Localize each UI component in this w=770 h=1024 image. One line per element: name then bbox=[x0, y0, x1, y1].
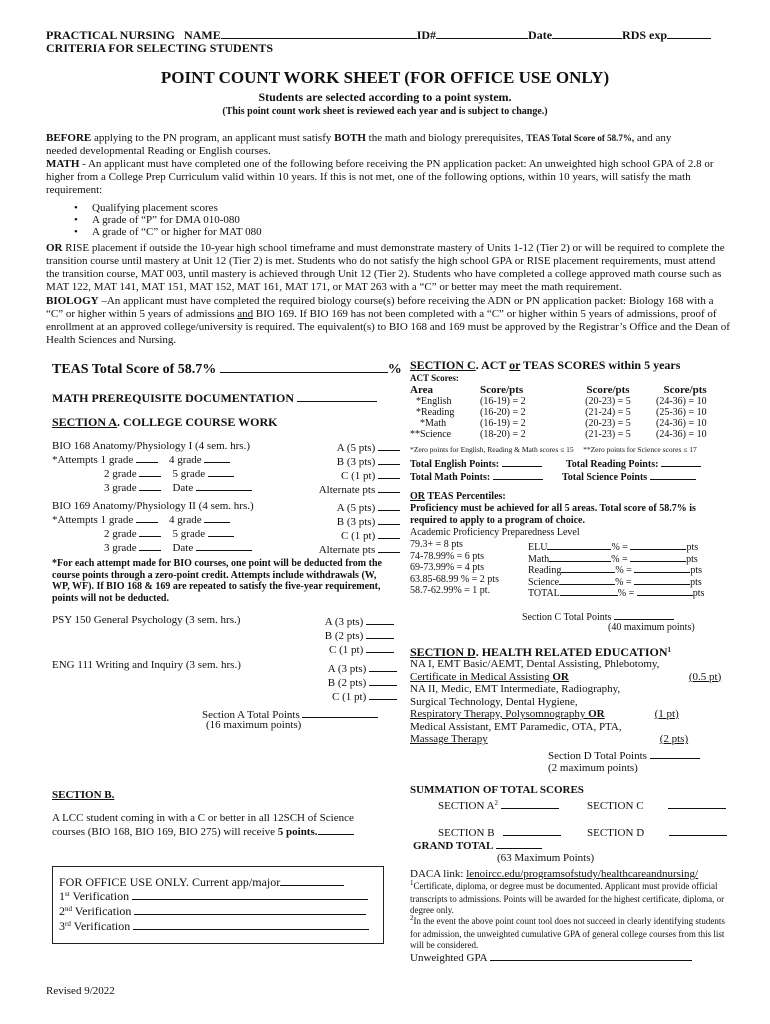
points-field[interactable] bbox=[369, 661, 397, 672]
teas-area: Math bbox=[528, 553, 550, 565]
sum-a-field[interactable] bbox=[501, 798, 559, 809]
grade-field[interactable] bbox=[204, 512, 230, 523]
table-cell: (25-36) = 10 bbox=[656, 407, 707, 418]
daca-link[interactable]: lenoircc.edu/programsofstudy/healthcareandnursing/ bbox=[466, 868, 699, 880]
attempt-label: *Attempts 1 grade bbox=[52, 454, 134, 466]
table-cell: *English bbox=[416, 396, 452, 407]
points-field[interactable] bbox=[366, 642, 394, 653]
teas-area-cell bbox=[528, 585, 704, 600]
unweighted-gpa bbox=[410, 950, 692, 964]
office-use-line bbox=[59, 875, 344, 890]
points-label: C (1 pt) bbox=[332, 691, 367, 703]
points-field[interactable] bbox=[378, 500, 400, 511]
verification-3 bbox=[59, 919, 369, 934]
unweighted-gpa-label: Unweighted GPA bbox=[410, 952, 487, 964]
attempt-label: 4 grade bbox=[169, 514, 202, 526]
psy150-points bbox=[300, 614, 394, 656]
section-d-max: (2 maximum points) bbox=[548, 762, 638, 774]
total-reading-field[interactable] bbox=[661, 456, 701, 467]
name-label: NAME bbox=[184, 28, 221, 42]
teas-range: 58.7-62.99% = 1 pt. bbox=[410, 585, 491, 596]
teas-percentiles-heading bbox=[410, 491, 506, 502]
grade-field[interactable] bbox=[136, 452, 158, 463]
table-cell: (18-20) = 2 bbox=[480, 429, 526, 440]
table-header: Area bbox=[410, 384, 434, 396]
id-label: ID# bbox=[416, 28, 437, 42]
before-text3: and any bbox=[634, 132, 672, 144]
section-d-pts: (0.5 pt) bbox=[688, 670, 722, 683]
table-cell: (16-20) = 2 bbox=[480, 407, 526, 418]
points-field[interactable] bbox=[369, 689, 397, 700]
section-d-line: Medical Assistant, EMT Paramedic, OTA, PTA, bbox=[410, 720, 622, 733]
verification-sup: rd bbox=[65, 920, 71, 928]
total-science-field[interactable] bbox=[650, 469, 696, 480]
rds-label: RDS exp bbox=[622, 28, 668, 42]
date-field[interactable] bbox=[196, 480, 252, 491]
verification-sup: st bbox=[65, 890, 70, 898]
teas-pct-eq: % = bbox=[611, 553, 628, 565]
table-row bbox=[406, 429, 711, 440]
verification-1 bbox=[59, 889, 368, 904]
section-d-sup: 1 bbox=[667, 646, 672, 654]
daca-label: DACA link: bbox=[410, 868, 467, 880]
section-d-line bbox=[410, 733, 728, 746]
points-label: B (2 pts) bbox=[324, 630, 364, 642]
intro-or bbox=[46, 242, 731, 294]
section-c-rest2: TEAS SCORES within 5 years bbox=[520, 358, 681, 372]
attempt-label: *Attempts 1 grade bbox=[52, 514, 134, 526]
summation-heading: SUMMATION OF TOTAL SCORES bbox=[410, 784, 584, 796]
header-line2: CRITERIA FOR SELECTING STUDENTS bbox=[46, 41, 274, 55]
eng111-points bbox=[300, 661, 397, 703]
table-row bbox=[410, 585, 730, 597]
attempt-label: 2 grade bbox=[104, 528, 137, 540]
teas-percent-field[interactable] bbox=[560, 585, 618, 596]
teas-percent-field[interactable] bbox=[561, 562, 615, 573]
section-a-rest: . COLLEGE COURSE WORK bbox=[117, 415, 278, 429]
zero-points-note bbox=[410, 445, 697, 454]
table-cell: (20-23) = 5 bbox=[585, 396, 631, 407]
points-label: A (3 pts) bbox=[327, 663, 367, 675]
footnote-2 bbox=[410, 916, 732, 952]
table-cell: *Reading bbox=[416, 407, 455, 418]
points-field[interactable] bbox=[378, 542, 400, 553]
psy150-title: PSY 150 General Psychology (3 sem. hrs.) bbox=[52, 614, 241, 626]
section-d-list bbox=[410, 658, 728, 746]
points-field[interactable] bbox=[366, 628, 394, 639]
teas-pts-suffix: pts bbox=[690, 576, 702, 588]
grade-field[interactable] bbox=[139, 466, 161, 477]
intro-biology bbox=[46, 295, 731, 347]
section-d-line: Surgical Technology, Dental Hygiene, bbox=[410, 695, 578, 708]
section-c-title: SECTION C bbox=[410, 358, 476, 372]
section-c-rest: . ACT bbox=[475, 358, 510, 372]
daca-line bbox=[410, 868, 698, 880]
bio-text: –An applicant must have completed the required biology course(s) before receiving the ADN or PN application packet: Biology 168 with a “C” or higher within 5 years of admissions bbox=[46, 295, 714, 320]
table-row bbox=[410, 539, 730, 551]
section-b-points: 5 points. bbox=[277, 826, 318, 838]
section-d-text: Certificate in Medical Assisting bbox=[410, 670, 553, 683]
attempt-label: 2 grade bbox=[104, 468, 137, 480]
points-label: A (5 pts) bbox=[336, 442, 376, 454]
total-science-label: Total Science Points bbox=[562, 472, 648, 483]
math-label: MATH bbox=[46, 158, 80, 170]
bio-attempt-note: *For each attempt made for BIO courses, one point will be deducted from the course points through a zero-point credit. Attempts include withdrawals (W, WP, WF). If BIO 168 & 169 are repeated to satisfy the five-year requirement, points will not be deducted. bbox=[52, 558, 382, 604]
total-math-field[interactable] bbox=[493, 469, 543, 480]
teas-pts-suffix: pts bbox=[690, 565, 702, 576]
total-reading bbox=[566, 456, 701, 470]
grade-field[interactable] bbox=[208, 466, 234, 477]
name-field[interactable] bbox=[221, 28, 417, 39]
table-cell: (16-19) = 2 bbox=[480, 418, 526, 429]
teas-suffix: % bbox=[387, 362, 402, 377]
total-math-label: Total Math Points: bbox=[410, 472, 491, 483]
section-b-body: A LCC student coming in with a C or better in all 12SCH of Science courses (BIO 168, BIO 169, BIO 275) will receive bbox=[52, 812, 354, 838]
total-english bbox=[410, 456, 542, 470]
sum-section-a bbox=[438, 798, 559, 812]
teas-area: Reading bbox=[528, 565, 562, 576]
teas-range: 69-73.99% = 4 pts bbox=[410, 562, 484, 573]
verification-2 bbox=[59, 904, 366, 919]
table-row bbox=[406, 396, 711, 407]
or-label: OR bbox=[46, 242, 63, 254]
teas-pct-eq: % = bbox=[611, 542, 628, 553]
sum-d-field[interactable] bbox=[669, 825, 727, 836]
date-label: Date bbox=[172, 542, 194, 554]
sum-section-c bbox=[587, 798, 726, 812]
section-c-total bbox=[522, 609, 674, 623]
section-d-pts: (1 pt) bbox=[654, 708, 679, 720]
teas-percentiles-label: TEAS Percentiles: bbox=[425, 491, 506, 502]
teas-field[interactable] bbox=[220, 360, 388, 373]
math-bullet-list bbox=[46, 202, 646, 238]
points-label: A (5 pts) bbox=[336, 502, 376, 514]
sum-a-sup: 2 bbox=[494, 799, 499, 807]
table-row bbox=[406, 385, 711, 396]
points-field[interactable] bbox=[378, 482, 400, 493]
teas-pct-eq: % = bbox=[615, 576, 632, 588]
math-bullet: • A grade of “P” for DMA 010-080 bbox=[46, 214, 646, 226]
teas-percent-field[interactable] bbox=[547, 539, 611, 550]
table-cell: (20-23) = 5 bbox=[585, 418, 631, 429]
section-d-text: Massage Therapy bbox=[410, 733, 488, 745]
points-field[interactable] bbox=[366, 614, 394, 625]
table-cell: **Science bbox=[410, 429, 452, 440]
section-b-field[interactable] bbox=[318, 824, 354, 835]
teas-pts-field[interactable] bbox=[637, 585, 693, 596]
table-row bbox=[410, 574, 730, 586]
section-d-total bbox=[548, 748, 700, 762]
teas-percent-field[interactable] bbox=[549, 551, 611, 562]
section-c-or: or bbox=[509, 358, 521, 372]
points-field[interactable] bbox=[378, 468, 400, 479]
footnote-text: Certificate, diploma, or degree must be documented. Applicant must provide official transcripts to admissions. Points will be awarded for the highest certificate, diploma, or degree only. bbox=[410, 881, 725, 915]
section-d-or: OR bbox=[552, 670, 569, 683]
math-doc-label: MATH PREREQUISITE DOCUMENTATION bbox=[52, 391, 295, 405]
table-row bbox=[410, 562, 730, 574]
before-both: BOTH bbox=[334, 132, 366, 144]
attempt-label: 4 grade bbox=[169, 454, 202, 466]
bio-label: BIOLOGY bbox=[46, 295, 99, 307]
page-subtitle-note: (This point count work sheet is reviewed each year and is subject to change.) bbox=[222, 106, 548, 117]
attempt-label: 5 grade bbox=[172, 528, 206, 540]
verification-num: 3 bbox=[59, 919, 65, 933]
teas-area: Science bbox=[528, 576, 560, 588]
page-subtitle: Students are selected according to a point system. bbox=[258, 90, 512, 104]
section-d-line bbox=[410, 671, 728, 684]
before-teas: TEAS Total Score of 58.7%, bbox=[526, 133, 635, 143]
grade-field[interactable] bbox=[139, 480, 161, 491]
points-field[interactable] bbox=[369, 675, 397, 686]
section-a-total-field[interactable] bbox=[302, 707, 378, 718]
current-app-field[interactable] bbox=[280, 875, 344, 886]
section-d-or: OR bbox=[588, 708, 605, 720]
teas-pts-field[interactable] bbox=[634, 574, 690, 585]
before-text: applying to the PN program, an applicant must satisfy bbox=[91, 132, 335, 144]
teas-pts-suffix: pts bbox=[686, 542, 699, 553]
teas-pct-eq: % = bbox=[615, 565, 632, 576]
teas-pts-suffix: pts bbox=[686, 553, 698, 565]
table-header: Score/pts bbox=[480, 384, 524, 396]
date-label: Date bbox=[172, 482, 194, 494]
teas-or: OR bbox=[410, 491, 425, 502]
teas-pts-field[interactable] bbox=[630, 551, 686, 562]
points-label: A (3 pts) bbox=[324, 616, 364, 628]
verification-field[interactable] bbox=[133, 919, 369, 930]
math-text: - An applicant must have completed one of the following before receiving the PN application packet: An unweighted high school GPA of 2.8 or higher from a College Prep Curriculum valid within 10 years. If this is not met, one of the following options, within 10 years, will satisfy the math requirement: bbox=[46, 158, 714, 196]
teas-level-label: Academic Proficiency Preparedness Level bbox=[410, 527, 580, 538]
before-label: BEFORE bbox=[46, 132, 92, 144]
table-cell: (21-24) = 5 bbox=[585, 407, 631, 418]
footnote-text: In the event the above point count tool does not succeed in clearly identifying students for admission, the unweighted cumulative GPA of general college courses from this list will be considered. bbox=[410, 916, 725, 950]
math-doc-line bbox=[52, 391, 377, 406]
total-english-label: Total English Points: bbox=[410, 459, 500, 470]
points-label: Alternate pts bbox=[318, 484, 376, 496]
table-row bbox=[406, 418, 711, 429]
total-math bbox=[410, 469, 543, 483]
table-row bbox=[410, 551, 730, 563]
verification-sup: nd bbox=[65, 905, 72, 913]
bio169-title: BIO 169 Anatomy/Physiology II (4 sem. hrs.) bbox=[52, 500, 254, 512]
grand-total-max: (63 Maximum Points) bbox=[497, 852, 595, 864]
grand-total-field[interactable] bbox=[496, 838, 542, 849]
teas-range: 79.3+ = 8 pts bbox=[410, 539, 463, 550]
teas-area: ELU bbox=[528, 542, 548, 553]
section-d-rest: . HEALTH RELATED EDUCATION bbox=[475, 645, 668, 659]
teas-pct-eq: % = bbox=[617, 588, 635, 599]
points-label: B (3 pts) bbox=[336, 456, 376, 468]
bio169-points bbox=[300, 500, 400, 556]
section-d-line bbox=[410, 708, 728, 721]
section-c-heading bbox=[410, 358, 680, 373]
grade-field[interactable] bbox=[204, 452, 230, 463]
intro-math bbox=[46, 158, 731, 197]
sum-c-label: SECTION C bbox=[587, 800, 644, 812]
points-field[interactable] bbox=[378, 454, 400, 465]
sum-b-field[interactable] bbox=[503, 825, 561, 836]
teas-percent-field[interactable] bbox=[559, 574, 615, 585]
math-bullet: • Qualifying placement scores bbox=[46, 202, 646, 214]
section-c-total-label: Section C Total Points bbox=[522, 612, 612, 623]
footnote-sup: 1 bbox=[410, 879, 414, 887]
or-text: RISE placement if outside the 10-year high school timeframe and must demonstrate mastery of Units 1-12 (Tier 2) or will be required to complete the transition course until mastery at Unit 12 (Tier 2) is met. Students who do not satisfy the high school GPA or RISE placement requirements, must attend the transition course, MAT 003, until mastery is achieved through Unit 12 (Tier 2). Students who have completed a college approved math course such as MAT 122, MAT 141, MAT 151, MAT 152, MAT 161, MAT 171, or MAT 263 with a “C” or better may meet the math requirement. bbox=[46, 242, 725, 293]
teas-table bbox=[410, 539, 730, 597]
sum-c-field[interactable] bbox=[668, 798, 726, 809]
section-a-max: (16 maximum points) bbox=[206, 719, 302, 731]
grade-field[interactable] bbox=[136, 512, 158, 523]
section-d-text: Respiratory Therapy, Polysomnography bbox=[410, 708, 589, 720]
points-label: C (1 pt) bbox=[329, 644, 364, 656]
table-cell: (24-36) = 10 bbox=[656, 429, 707, 440]
table-header: Score/pts bbox=[586, 384, 630, 396]
act-table-grid bbox=[406, 385, 711, 440]
section-d-title: SECTION D bbox=[410, 645, 476, 659]
date-field[interactable] bbox=[196, 540, 252, 551]
bio-text2: BIO 169. If BIO 169 has not been completed with a “C” or higher within 5 years of admissions, proof of enrollment at an approved college/university is required. The equivalent(s) to BIO 168 and 169 must be approved by the Registrar’s Office and the Dean of Health Sciences and Nursing. bbox=[46, 308, 730, 346]
grand-total-label: GRAND TOTAL bbox=[413, 840, 493, 852]
points-label: B (2 pts) bbox=[327, 677, 367, 689]
teas-range: 63.85-68.99 % = 2 pts bbox=[410, 573, 499, 585]
bio-and: and bbox=[237, 308, 254, 320]
teas-label: TEAS Total Score of 58.7% bbox=[52, 362, 217, 377]
section-c-total-field[interactable] bbox=[614, 609, 674, 620]
points-label: C (1 pt) bbox=[341, 470, 376, 482]
verification-label: Verification bbox=[69, 889, 130, 903]
sum-d-label: SECTION D bbox=[587, 827, 645, 839]
points-label: Alternate pts bbox=[318, 544, 376, 556]
bio168-points bbox=[300, 440, 400, 496]
sum-b-label: SECTION B bbox=[438, 827, 495, 839]
section-a-heading bbox=[52, 415, 278, 430]
teas-proficiency-note: Proficiency must be achieved for all 5 areas. Total score of 58.7% is required to apply to a program of choice. bbox=[410, 503, 696, 526]
attempt-label: 3 grade bbox=[104, 542, 137, 554]
act-scores-label: ACT Scores: bbox=[410, 373, 459, 383]
math-doc-field[interactable] bbox=[297, 391, 377, 402]
table-cell: *Math bbox=[420, 418, 447, 429]
act-table bbox=[406, 385, 711, 440]
table-cell: (24-36) = 10 bbox=[656, 396, 707, 407]
points-label: C (1 pt) bbox=[341, 530, 376, 542]
table-header: Score/pts bbox=[663, 384, 707, 396]
teas-area: TOTAL bbox=[528, 588, 560, 599]
total-reading-label: Total Reading Points: bbox=[566, 459, 659, 470]
sum-section-b bbox=[438, 825, 561, 839]
grade-field[interactable] bbox=[208, 526, 234, 537]
footnote-sup: 2 bbox=[410, 914, 414, 922]
verification-field[interactable] bbox=[132, 889, 368, 900]
grade-field[interactable] bbox=[139, 526, 161, 537]
program-label: PRACTICAL NURSING bbox=[46, 28, 176, 42]
footnote-1 bbox=[410, 881, 732, 917]
points-field[interactable] bbox=[378, 514, 400, 525]
sum-section-d bbox=[587, 825, 727, 839]
before-text2: the math and biology prerequisites, bbox=[365, 132, 527, 144]
teas-score-line bbox=[52, 360, 402, 378]
zero-note-2: **Zero points for Science scores ≤ 17 bbox=[583, 445, 697, 454]
unweighted-gpa-field[interactable] bbox=[490, 950, 692, 961]
section-a-title: SECTION A bbox=[52, 415, 118, 429]
intro-before bbox=[46, 132, 731, 158]
table-row bbox=[406, 407, 711, 418]
office-use-box bbox=[52, 866, 384, 944]
attempt-label: 5 grade bbox=[172, 468, 206, 480]
sum-a-label: SECTION A bbox=[438, 800, 495, 812]
grand-total bbox=[413, 838, 542, 852]
section-d-line: NA I, EMT Basic/AEMT, Dental Assisting, Phlebotomy, bbox=[410, 658, 660, 670]
revised-date: Revised 9/2022 bbox=[46, 985, 115, 997]
section-b-title: SECTION B. bbox=[52, 789, 115, 801]
teas-pts-field[interactable] bbox=[630, 539, 686, 550]
teas-pts-field[interactable] bbox=[634, 562, 690, 573]
math-bullet: • A grade of “C” or higher for MAT 080 bbox=[46, 226, 646, 238]
teas-range: 74-78.99% = 6 pts bbox=[410, 550, 484, 562]
office-use-label: FOR OFFICE USE ONLY. Current app/major bbox=[59, 875, 281, 889]
before-line2: needed developmental Reading or English courses. bbox=[46, 145, 271, 157]
page-title: POINT COUNT WORK SHEET (FOR OFFICE USE ONLY) bbox=[160, 68, 610, 87]
total-science bbox=[562, 469, 696, 483]
zero-note-1: *Zero points for English, Reading & Math scores ≤ 15 bbox=[410, 445, 574, 454]
points-field[interactable] bbox=[378, 440, 400, 451]
teas-pts-suffix: pts bbox=[692, 588, 705, 599]
date-field[interactable] bbox=[552, 28, 622, 39]
table-cell: (24-36) = 10 bbox=[656, 418, 707, 429]
id-field[interactable] bbox=[436, 28, 528, 39]
section-a-total-label: Section A Total Points bbox=[202, 709, 300, 721]
section-d-pts: (2 pts) bbox=[659, 733, 689, 745]
verification-num: 1 bbox=[59, 889, 65, 903]
attempt-label: 3 grade bbox=[104, 482, 137, 494]
verification-label: Verification bbox=[70, 919, 131, 933]
date-label: Date bbox=[528, 28, 553, 42]
rds-field[interactable] bbox=[667, 28, 711, 39]
bio168-title: BIO 168 Anatomy/Physiology I (4 sem. hrs.) bbox=[52, 440, 250, 452]
verification-field[interactable] bbox=[134, 904, 366, 915]
points-label: B (3 pts) bbox=[336, 516, 376, 528]
section-b-text bbox=[52, 812, 382, 838]
total-english-field[interactable] bbox=[502, 456, 542, 467]
eng111-title: ENG 111 Writing and Inquiry (3 sem. hrs.) bbox=[52, 659, 241, 671]
section-c-max: (40 maximum points) bbox=[608, 622, 695, 633]
section-d-line: NA II, Medic, EMT Intermediate, Radiography, bbox=[410, 683, 621, 695]
verification-num: 2 bbox=[59, 904, 65, 918]
points-field[interactable] bbox=[378, 528, 400, 539]
table-cell: (21-23) = 5 bbox=[585, 429, 631, 440]
grade-field[interactable] bbox=[139, 540, 161, 551]
section-d-total-field[interactable] bbox=[650, 748, 700, 759]
verification-label: Verification bbox=[72, 904, 132, 918]
table-cell: (16-19) = 2 bbox=[480, 396, 526, 407]
section-d-total-label: Section D Total Points bbox=[548, 750, 647, 762]
